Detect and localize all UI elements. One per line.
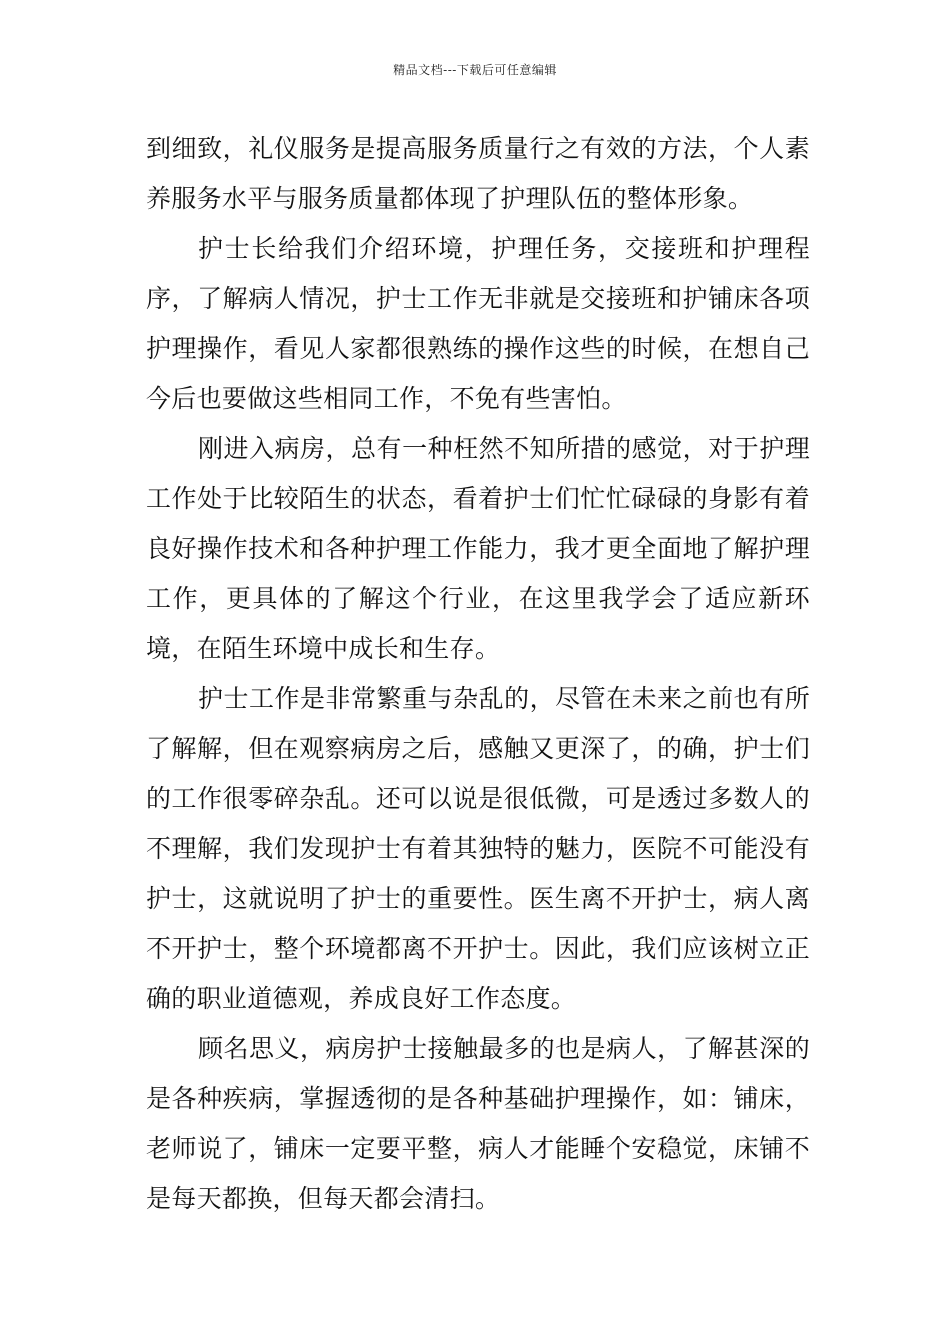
document-body — [146, 124, 810, 1224]
paragraph-nurse-work: 护士工作是非常繁重与杂乱的，尽管在未来之前也有所了解解，但在观察病房之后，感触又更深了，的确，护士们的工作很零碎杂乱。还可以说是很低微，可是透过多数人的不理解，我们发现护士有着其独特的魅力，医院不可能没有护士，这就说明了护士的重要性。医生离不开护士，病人离不开护士，整个环境都离不开护士。因此，我们应该树立正确的职业道德观，养成良好工作态度。 — [146, 684, 810, 1013]
paragraph-head-nurse-introduction: 护士长给我们介绍环境，护理任务，交接班和护理程序，了解病人情况，护士工作无非就是交接班和护铺床各项护理操作，看见人家都很熟练的操作这些的时候，在想自己今后也要做这些相同工作，不免有些害怕。 — [146, 234, 810, 413]
page-header: 精品文档---下载后可任意编辑 — [393, 63, 557, 77]
paragraph-entering-ward: 刚进入病房，总有一种枉然不知所措的感觉，对于护理工作处于比较陌生的状态，看着护士们忙忙碌碌的身影有着良好操作技术和各种护理工作能力，我才更全面地了解护理工作，更具体的了解这个行业，在这里我学会了适应新环境，在陌生环境中成长和生存。 — [146, 434, 810, 663]
paragraph-bed-making: 顾名思义，病房护士接触最多的也是病人，了解甚深的是各种疾病，掌握透彻的是各种基础护理操作，如：铺床，老师说了，铺床一定要平整，病人才能睡个安稳觉，床铺不是每天都换，但每天都会清扫。 — [146, 1034, 810, 1213]
paragraph-continuation: 到细致，礼仪服务是提高服务质量行之有效的方法，个人素养服务水平与服务质量都体现了护理队伍的整体形象。 — [146, 134, 810, 213]
